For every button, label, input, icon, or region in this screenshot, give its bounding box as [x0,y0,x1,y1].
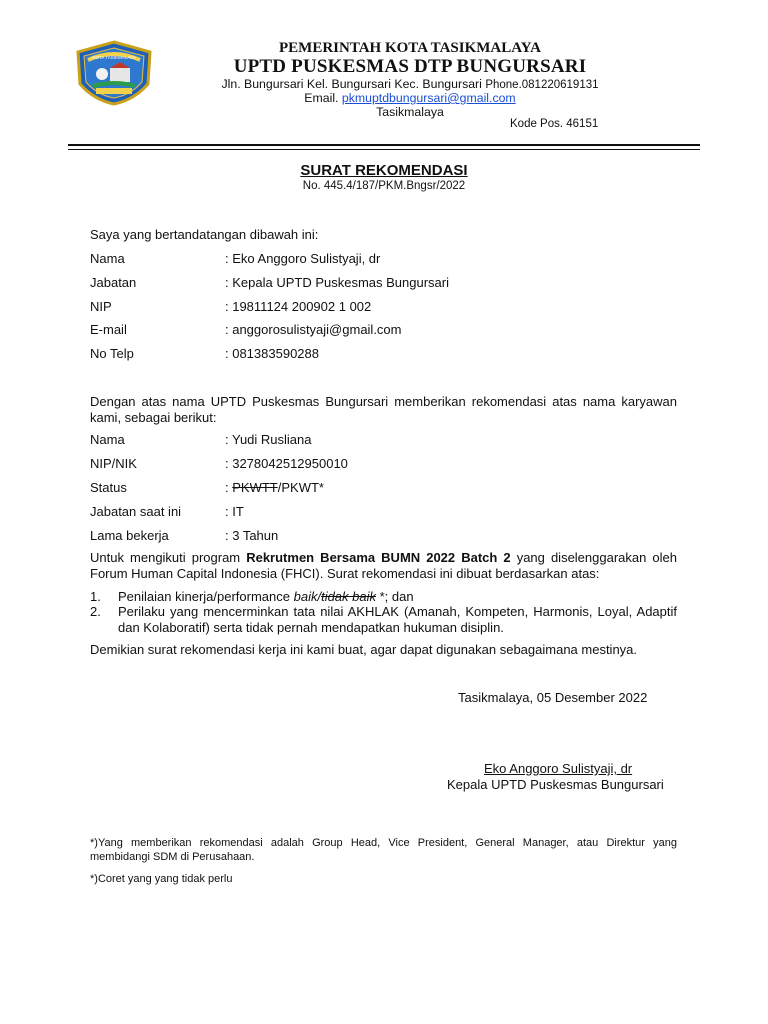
employee-status-value: : PKWTT/PKWT* [225,480,324,495]
signatory-value: : Eko Anggoro Sulistyaji, dr [225,251,381,266]
list-item-behavior: Perilaku yang mencerminkan tata nilai AKHLAK (Amanah, Kompeten, Harmonis, Loyal, Adaptif dan Kolaboratif) serta tidak pernah mendapatkan hukuman disiplin. [118,604,677,635]
letterhead-city: Tasikmalaya [376,105,444,119]
paragraph-program: Untuk mengikuti program Rekrutmen Bersama BUMN 2022 Batch 2 yang diselenggarakan oleh Forum Human Capital Indonesia (FHCI). Surat rekomendasi ini dibuat berdasarkan atas: [90,550,677,581]
letterhead-phone: Phone.081220619131 [485,79,599,91]
closing-text: Demikian surat rekomendasi kerja ini kami buat, agar dapat digunakan sebagaimana mestinya. [90,642,638,657]
place-date: Tasikmalaya, 05 Desember 2022 [458,690,648,705]
letterhead-institution: UPTD PUSKESMAS DTP BUNGURSARI [233,56,587,77]
program-name: Rekrutmen Bersama BUMN 2022 Batch 2 [246,550,511,565]
employee-position-label: Jabatan saat ini [90,504,182,519]
employee-status-label: Status [90,480,127,495]
employee-nip-label: NIP/NIK [90,456,137,471]
letterhead-address: Jln. Bungursari Kel. Bungursari Kec. Bungursari Phone.081220619131 [221,77,599,91]
letterhead-government: PEMERINTAH KOTA TASIKMALAYA [279,40,541,56]
email-link[interactable]: pkmuptdbungursari@gmail.com [341,91,516,105]
list-item-performance: Penilaian kinerja/performance baik/tidak baik *; dan [118,589,414,604]
signatory-label: No Telp [90,346,134,361]
employee-name-label: Nama [90,432,125,447]
letter-title: SURAT REKOMENDASI [300,162,468,179]
signatory-value: : anggorosulistyaji@gmail.com [225,322,402,337]
letterhead-postal-code: Kode Pos. 46151 [510,118,599,130]
letterhead-email-line: Email. pkmuptdbungursari@gmail.com [304,91,516,105]
footnote-strike-instruction: *)Coret yang yang tidak perlu [90,873,233,885]
letter-number: No. 445.4/187/PKM.Bngsr/2022 [302,180,466,192]
employee-tenure-label: Lama bekerja [90,528,169,543]
list-number: 1. [90,589,101,604]
employee-nip-value: : 3278042512950010 [225,456,348,471]
signatory-label: NIP [90,299,112,314]
employee-position-value: : IT [225,504,244,519]
footnote-recommender: *)Yang memberikan rekomendasi adalah Group Head, Vice President, General Manager, atau Direktur yang membidangi SDM di Perusahaan. [90,837,677,863]
paragraph-recommendation: Dengan atas nama UPTD Puskesmas Bungursari memberikan rekomendasi atas nama karyawan kami, sebagai berikut: [90,394,677,425]
status-struck-option: PKWTT [232,480,278,495]
signatory-signature-title: Kepala UPTD Puskesmas Bungursari [447,777,664,792]
letterhead-rule-thin [68,149,700,150]
signatory-label: E-mail [90,322,127,337]
signatory-value: : 19811124 200902 1 002 [225,299,372,314]
signatory-label: Jabatan [90,275,137,290]
signatory-label: Nama [90,251,125,266]
letterhead-rule-thick [68,144,700,146]
employee-name-value: : Yudi Rusliana [225,432,312,447]
signatory-signature-name: Eko Anggoro Sulistyaji, dr [484,761,633,776]
signatory-value: : 081383590288 [225,346,319,361]
employee-tenure-value: : 3 Tahun [225,528,279,543]
list-number: 2. [90,604,101,619]
signatory-value: : Kepala UPTD Puskesmas Bungursari [225,275,449,290]
intro-text: Saya yang bertandatangan dibawah ini: [90,227,319,242]
city-emblem-logo [74,40,154,106]
logo-text: KOTA TASIKMALAYA [92,55,136,60]
